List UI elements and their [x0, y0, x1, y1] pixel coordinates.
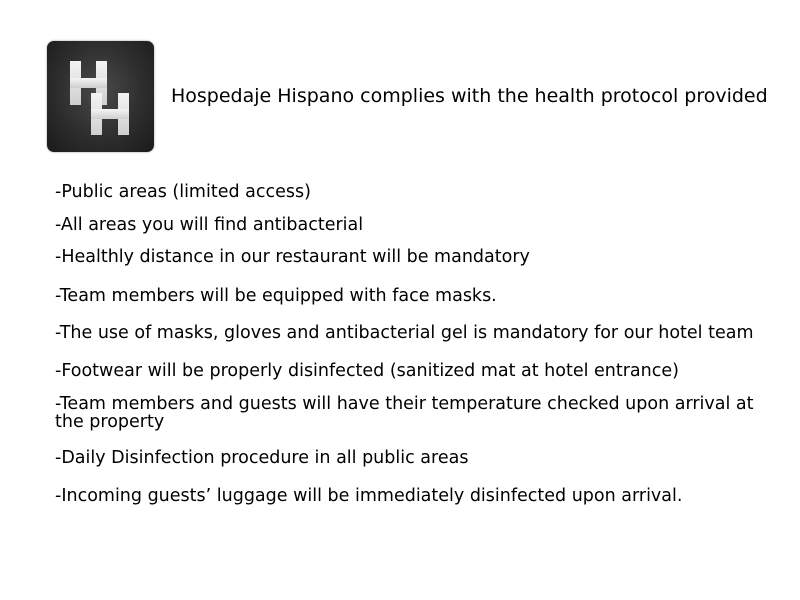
hh-logo [47, 41, 154, 152]
page-title: Hospedaje Hispano complies with the health protocol provided [171, 85, 768, 107]
hh-monogram-icon [47, 41, 154, 152]
list-item: -Public areas (limited access) [55, 182, 311, 202]
list-item: -Team members and guests will have their temperature checked upon arrival at the property [55, 394, 754, 432]
list-item: -The use of masks, gloves and antibacterial gel is mandatory for our hotel team [55, 323, 754, 343]
list-item: -Team members will be equipped with face masks. [55, 286, 497, 306]
list-item: -Incoming guests’ luggage will be immediately disinfected upon arrival. [55, 486, 683, 506]
list-item: -Daily Disinfection procedure in all public areas [55, 448, 469, 468]
list-item: -Healthly distance in our restaurant will be mandatory [55, 247, 530, 267]
list-item: -Footwear will be properly disinfected (sanitized mat at hotel entrance) [55, 361, 679, 381]
list-item: -All areas you will find antibacterial [55, 215, 364, 235]
